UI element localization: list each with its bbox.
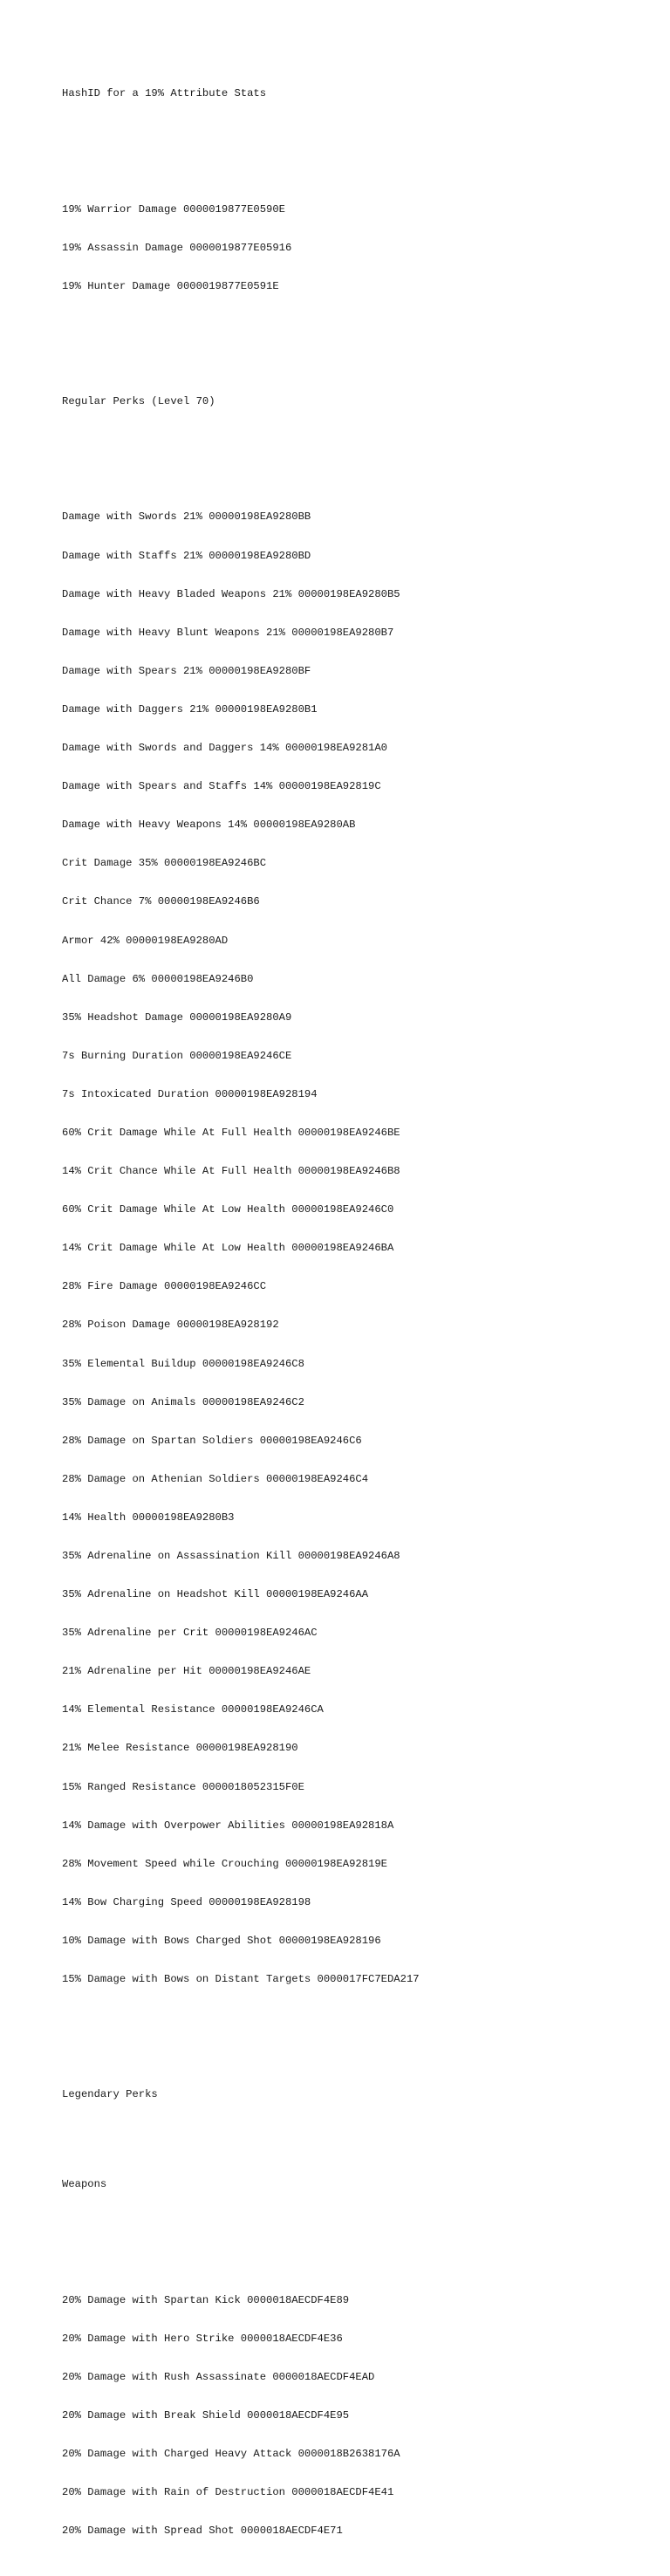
perk-line: 14% Elemental Resistance 00000198EA9246CA — [62, 1703, 324, 1716]
perk-line: 14% Damage with Overpower Abilities 00000198EA92818A — [62, 1819, 394, 1832]
perk-line: 60% Crit Damage While At Full Health 00000198EA9246BE — [62, 1126, 400, 1139]
perk-line: Damage with Staffs 21% 00000198EA9280BD — [62, 549, 311, 562]
perk-line: 28% Poison Damage 00000198EA928192 — [62, 1319, 279, 1332]
attribute-stat-line: 19% Warrior Damage 0000019877E0590E — [62, 202, 285, 216]
perk-line: 28% Movement Speed while Crouching 00000198EA92819E — [62, 1857, 387, 1870]
perk-line: Damage with Heavy Blunt Weapons 21% 00000198EA9280B7 — [62, 626, 394, 639]
spacer — [62, 127, 655, 140]
document-title: HashID for a 19% Attribute Stats — [62, 87, 267, 100]
perk-line: 35% Headshot Damage 00000198EA9280A9 — [62, 1011, 292, 1024]
weapon-perk-line: 20% Damage with Charged Heavy Attack 0000018B2638176A — [62, 2447, 400, 2460]
perk-line: Crit Damage 35% 00000198EA9246BC — [62, 857, 267, 870]
legendary-perks-heading: Legendary Perks — [62, 2088, 158, 2101]
perk-line: 60% Crit Damage While At Low Health 00000198EA9246C0 — [62, 1203, 394, 1216]
regular-perks-heading: Regular Perks (Level 70) — [62, 395, 215, 408]
spacer — [62, 344, 655, 357]
perk-line: 28% Fire Damage 00000198EA9246CC — [62, 1280, 267, 1293]
perk-line: 35% Damage on Animals 00000198EA9246C2 — [62, 1395, 304, 1408]
perk-line: 14% Crit Chance While At Full Health 00000198EA9246B8 — [62, 1165, 400, 1178]
perk-line: 21% Adrenaline per Hit 00000198EA9246AE — [62, 1665, 311, 1678]
perk-line: Damage with Swords and Daggers 14% 00000198EA9281A0 — [62, 742, 387, 755]
weapon-perks-list — [62, 2268, 655, 2563]
weapon-perk-line: 20% Damage with Break Shield 0000018AECDF4E95 — [62, 2408, 350, 2422]
perk-line: Damage with Spears and Staffs 14% 00000198EA92819C — [62, 780, 381, 793]
weapon-perk-line: 20% Damage with Rain of Destruction 0000018AECDF4E41 — [62, 2486, 394, 2498]
weapon-perk-line: 20% Damage with Hero Strike 0000018AECDF4E36 — [62, 2332, 343, 2345]
spacer — [62, 434, 655, 447]
attribute-stat-line: 19% Hunter Damage 0000019877E0591E — [62, 279, 279, 292]
perk-line: 15% Ranged Resistance 0000018052315F0E — [62, 1780, 304, 1793]
perk-line: 35% Adrenaline per Crit 00000198EA9246AC — [62, 1627, 318, 1640]
perk-line: Damage with Heavy Bladed Weapons 21% 00000198EA9280B5 — [62, 587, 400, 600]
spacer — [62, 2216, 655, 2230]
perk-line: 35% Elemental Buildup 00000198EA9246C8 — [62, 1357, 304, 1370]
perk-line: Crit Chance 7% 00000198EA9246B6 — [62, 895, 260, 908]
perk-line: Damage with Daggers 21% 00000198EA9280B1 — [62, 702, 318, 716]
perk-line: 35% Adrenaline on Assassination Kill 00000198EA9246A8 — [62, 1550, 400, 1563]
perk-line: 21% Melee Resistance 00000198EA928190 — [62, 1742, 298, 1755]
attribute-stats-list — [62, 177, 655, 319]
perk-line: 35% Adrenaline on Headshot Kill 00000198EA9246AA — [62, 1588, 369, 1601]
spacer — [62, 2038, 655, 2051]
weapon-perk-line: 20% Damage with Spartan Kick 0000018AECDF4E89 — [62, 2293, 350, 2306]
spacer — [62, 2127, 655, 2140]
perk-line: 7s Burning Duration 00000198EA9246CE — [62, 1049, 292, 1062]
perk-line: Damage with Swords 21% 00000198EA9280BB — [62, 510, 311, 524]
weapons-heading: Weapons — [62, 2178, 107, 2191]
attribute-stat-line: 19% Assassin Damage 0000019877E05916 — [62, 241, 292, 254]
perk-line: Damage with Heavy Weapons 14% 00000198EA9280AB — [62, 819, 356, 832]
perk-line: 14% Health 00000198EA9280B3 — [62, 1511, 235, 1524]
perk-line: Damage with Spears 21% 00000198EA9280BF — [62, 664, 311, 677]
perk-line: 7s Intoxicated Duration 00000198EA928194 — [62, 1087, 318, 1100]
perk-line: 15% Damage with Bows on Distant Targets 0000017FC7EDA217 — [62, 1973, 420, 1986]
perk-line: Armor 42% 00000198EA9280AD — [62, 934, 229, 947]
perk-line: 14% Bow Charging Speed 00000198EA928198 — [62, 1895, 311, 1908]
weapon-perk-line: 20% Damage with Spread Shot 0000018AECDF4E71 — [62, 2525, 343, 2538]
weapon-perk-line: 20% Damage with Rush Assassinate 0000018AECDF4EAD — [62, 2370, 375, 2383]
regular-perks-list — [62, 485, 655, 2011]
perk-line: 28% Damage on Spartan Soldiers 00000198EA9246C6 — [62, 1434, 362, 1447]
perk-line: 14% Crit Damage While At Low Health 00000198EA9246BA — [62, 1242, 394, 1255]
document-page — [62, 62, 655, 2576]
perk-line: 10% Damage with Bows Charged Shot 00000198EA928196 — [62, 1934, 381, 1947]
perk-line: 28% Damage on Athenian Soldiers 00000198EA9246C4 — [62, 1472, 369, 1485]
perk-line: All Damage 6% 00000198EA9246B0 — [62, 972, 254, 985]
